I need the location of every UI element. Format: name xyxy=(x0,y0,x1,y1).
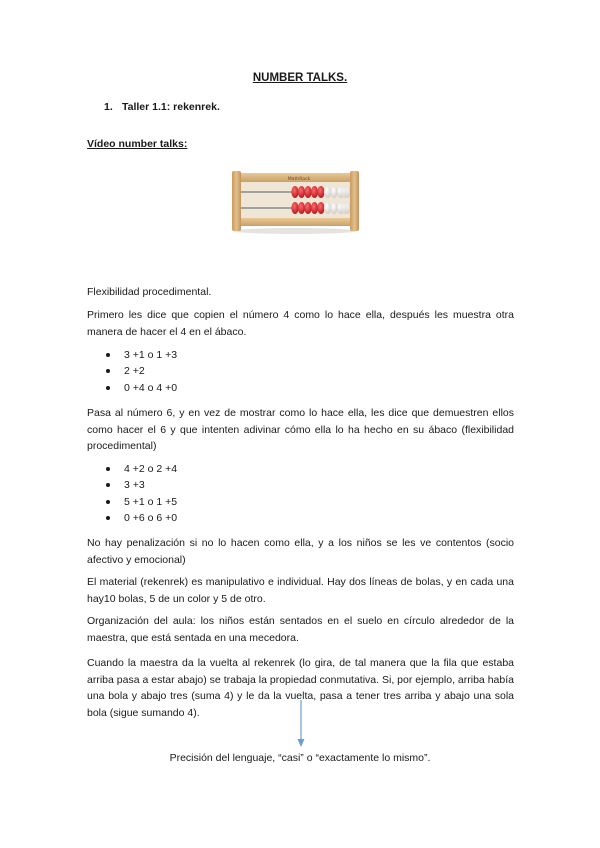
bullet-icon xyxy=(106,467,110,471)
bullet-icon xyxy=(106,500,110,504)
paragraph-6: Cuando la maestra da la vuelta al rekenrek (lo gira, de tal manera que la fila que estaba arriba pasa a estar abajo) se trabaja la propiedad conmutativa. Si, por ejemplo, arriba había una bola y abajo tres (suma 4) y le da la vuelta, pasa a tener tres arriba y abajo una sola bola (sigue sumando 4). xyxy=(87,657,514,719)
bead-row-bottom xyxy=(291,202,350,214)
left-post xyxy=(232,171,241,231)
list-item: 0 +4 o 4 +0 xyxy=(106,380,177,396)
list-item: 0 +6 o 6 +0 xyxy=(106,510,177,526)
list-item: 3 +3 xyxy=(106,477,177,493)
bullet-icon xyxy=(106,516,110,520)
conclusion-text: Precisión del lenguaje, “casi” o “exactamente lo mismo”. xyxy=(169,752,431,764)
list-item: 4 +2 o 2 +4 xyxy=(106,461,177,477)
back-board xyxy=(239,175,352,223)
bullet-list-1 xyxy=(106,347,177,396)
bullet-icon xyxy=(106,386,110,390)
list-item: 2 +2 xyxy=(106,363,177,379)
bullet-list-2 xyxy=(106,461,177,526)
list-item: 3 +1 o 1 +3 xyxy=(106,347,177,363)
paragraph-1: Primero les dice que copien el número 4 como lo hace ella, después les muestra otra manera de hacer el 4 en el ábaco. xyxy=(87,309,514,338)
bullet-icon xyxy=(106,369,110,373)
paragraph-5: Organización del aula: los niños están sentados en el suelo en círculo alrededor de la maestra, que está sentada en una mecedora. xyxy=(87,615,514,644)
brand-label: MathRack xyxy=(287,177,311,182)
paragraph-2: Pasa al número 6, y en vez de mostrar como lo hace ella, les dice que demuestren ellos como hacer el 6 y que intenten adivinar cómo ella lo ha hecho en su ábaco (flexibilidad procedimental) xyxy=(87,407,514,452)
down-arrow-icon xyxy=(296,700,306,748)
bullet-icon xyxy=(106,353,110,357)
section-number: 1. xyxy=(104,101,113,113)
section-heading xyxy=(104,101,220,113)
rekenrek-image xyxy=(229,170,362,234)
document-title: NUMBER TALKS. xyxy=(252,72,348,84)
paragraph-4: El material (rekenrek) es manipulativo e individual. Hay dos líneas de bolas, y en cada una hay10 bolas, 5 de un color y 5 de otro. xyxy=(87,576,514,605)
right-post xyxy=(350,171,359,231)
shadow xyxy=(233,228,357,234)
video-heading: Vídeo number talks: xyxy=(87,138,188,150)
section-label: Taller 1.1: rekenrek. xyxy=(122,101,220,113)
bottom-rail xyxy=(237,218,354,226)
list-item: 5 +1 o 1 +5 xyxy=(106,494,177,510)
bullet-icon xyxy=(106,483,110,487)
bead-row-top xyxy=(291,186,350,198)
flexibility-label: Flexibilidad procedimental. xyxy=(87,286,212,298)
paragraph-3: No hay penalización si no lo hacen como ella, y a los niños se les ve contentos (socio afectivo y emocional) xyxy=(87,537,514,566)
